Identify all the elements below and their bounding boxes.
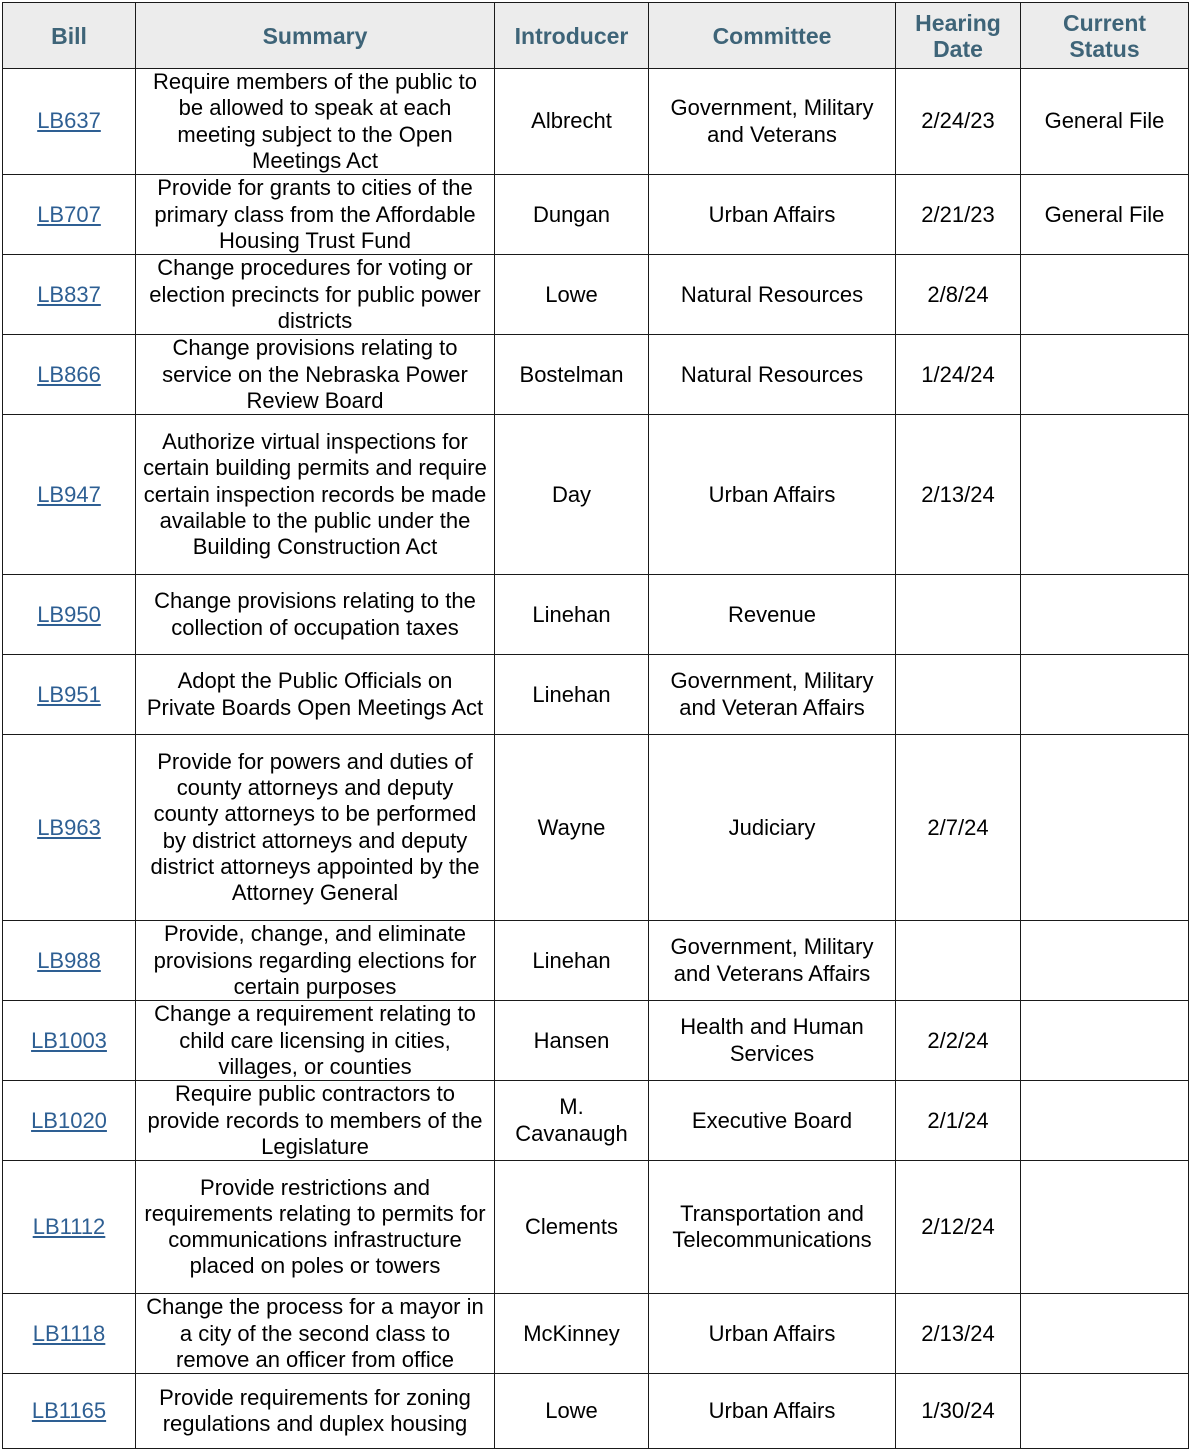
bill-link[interactable]: LB947 <box>37 481 101 507</box>
committee-cell: Urban Affairs <box>649 1294 896 1374</box>
bill-cell <box>3 175 136 255</box>
summary-cell: Provide for grants to cities of the primary class from the Affordable Housing Trust Fund <box>136 175 495 255</box>
bill-link[interactable]: LB1165 <box>31 1398 107 1424</box>
table-row <box>3 255 1189 335</box>
introducer-cell: Wayne <box>495 735 649 921</box>
bill-cell <box>3 1294 136 1374</box>
status-cell <box>1021 335 1189 415</box>
introducer-cell: Albrecht <box>495 69 649 175</box>
summary-cell: Provide restrictions and requirements relating to permits for communications infrastructure placed on poles or towers <box>136 1161 495 1294</box>
status-cell <box>1021 1374 1189 1449</box>
table-row <box>3 1294 1189 1374</box>
bill-link[interactable]: LB1020 <box>31 1107 107 1133</box>
bills-table <box>2 2 1189 1449</box>
status-cell <box>1021 921 1189 1001</box>
hearing-date-cell: 1/24/24 <box>896 335 1021 415</box>
hearing-date-cell: 2/2/24 <box>896 1001 1021 1081</box>
introducer-cell: Linehan <box>495 655 649 735</box>
bill-cell <box>3 655 136 735</box>
table-row <box>3 921 1189 1001</box>
bill-cell <box>3 1374 136 1449</box>
committee-cell: Natural Resources <box>649 335 896 415</box>
introducer-cell: Lowe <box>495 1374 649 1449</box>
introducer-cell: Lowe <box>495 255 649 335</box>
committee-cell: Revenue <box>649 575 896 655</box>
summary-cell: Require public contractors to provide records to members of the Legislature <box>136 1081 495 1161</box>
bill-cell <box>3 575 136 655</box>
table-row <box>3 735 1189 921</box>
bill-link[interactable]: LB837 <box>37 281 101 307</box>
summary-cell: Adopt the Public Officials on Private Boards Open Meetings Act <box>136 655 495 735</box>
summary-cell: Require members of the public to be allowed to speak at each meeting subject to the Open Meetings Act <box>136 69 495 175</box>
bill-cell <box>3 1081 136 1161</box>
table-row <box>3 415 1189 575</box>
introducer-cell: Clements <box>495 1161 649 1294</box>
bill-link[interactable]: LB950 <box>37 601 101 627</box>
hearing-date-cell: 1/30/24 <box>896 1374 1021 1449</box>
table-row <box>3 175 1189 255</box>
bill-cell <box>3 69 136 175</box>
committee-cell: Urban Affairs <box>649 175 896 255</box>
summary-cell: Change provisions relating to service on the Nebraska Power Review Board <box>136 335 495 415</box>
table-row <box>3 1161 1189 1294</box>
table-row <box>3 69 1189 175</box>
bill-link[interactable]: LB707 <box>37 201 101 227</box>
hearing-date-cell: 2/12/24 <box>896 1161 1021 1294</box>
committee-cell: Natural Resources <box>649 255 896 335</box>
summary-cell: Change the process for a mayor in a city of the second class to remove an officer from office <box>136 1294 495 1374</box>
bill-cell <box>3 415 136 575</box>
hearing-date-cell: 2/8/24 <box>896 255 1021 335</box>
bill-link[interactable]: LB866 <box>37 361 101 387</box>
status-cell <box>1021 1161 1189 1294</box>
table-row <box>3 1081 1189 1161</box>
committee-cell: Health and Human Services <box>649 1001 896 1081</box>
status-cell: General File <box>1021 69 1189 175</box>
introducer-cell: M. Cavanaugh <box>495 1081 649 1161</box>
committee-cell: Government, Military and Veterans <box>649 69 896 175</box>
bill-link[interactable]: LB1112 <box>32 1214 106 1240</box>
hearing-date-cell: 2/7/24 <box>896 735 1021 921</box>
bill-link[interactable]: LB951 <box>37 681 101 707</box>
status-cell <box>1021 415 1189 575</box>
introducer-cell: Linehan <box>495 921 649 1001</box>
status-cell <box>1021 255 1189 335</box>
header-bill: Bill <box>3 3 136 69</box>
header-introducer: Introducer <box>495 3 649 69</box>
summary-cell: Authorize virtual inspections for certain building permits and require certain inspection records be made available to the public under the Building Construction Act <box>136 415 495 575</box>
committee-cell: Government, Military and Veterans Affairs <box>649 921 896 1001</box>
summary-cell: Provide, change, and eliminate provisions regarding elections for certain purposes <box>136 921 495 1001</box>
bill-link[interactable]: LB1003 <box>31 1027 107 1053</box>
table-row <box>3 575 1189 655</box>
committee-cell: Government, Military and Veteran Affairs <box>649 655 896 735</box>
header-row <box>3 3 1189 69</box>
bill-link[interactable]: LB637 <box>37 108 101 134</box>
hearing-date-cell <box>896 921 1021 1001</box>
committee-cell: Executive Board <box>649 1081 896 1161</box>
summary-cell: Provide for powers and duties of county attorneys and deputy county attorneys to be performed by district attorneys and deputy district attorneys appointed by the Attorney General <box>136 735 495 921</box>
hearing-date-cell <box>896 575 1021 655</box>
committee-cell: Judiciary <box>649 735 896 921</box>
header-hearing-date: Hearing Date <box>896 3 1021 69</box>
table-row <box>3 655 1189 735</box>
table-body <box>3 69 1189 1449</box>
bill-cell <box>3 921 136 1001</box>
bill-link[interactable]: LB963 <box>37 814 101 840</box>
status-cell <box>1021 1081 1189 1161</box>
introducer-cell: Hansen <box>495 1001 649 1081</box>
status-cell <box>1021 1001 1189 1081</box>
summary-cell: Change procedures for voting or election precincts for public power districts <box>136 255 495 335</box>
header-committee: Committee <box>649 3 896 69</box>
bill-cell <box>3 1161 136 1294</box>
summary-cell: Change a requirement relating to child care licensing in cities, villages, or counties <box>136 1001 495 1081</box>
table-row <box>3 1001 1189 1081</box>
header-summary: Summary <box>136 3 495 69</box>
status-cell: General File <box>1021 175 1189 255</box>
summary-cell: Provide requirements for zoning regulations and duplex housing <box>136 1374 495 1449</box>
hearing-date-cell <box>896 655 1021 735</box>
summary-cell: Change provisions relating to the collection of occupation taxes <box>136 575 495 655</box>
header-current-status: Current Status <box>1021 3 1189 69</box>
bill-cell <box>3 335 136 415</box>
status-cell <box>1021 655 1189 735</box>
bill-link[interactable]: LB1118 <box>32 1320 106 1346</box>
committee-cell: Urban Affairs <box>649 1374 896 1449</box>
bill-cell <box>3 255 136 335</box>
status-cell <box>1021 1294 1189 1374</box>
hearing-date-cell: 2/1/24 <box>896 1081 1021 1161</box>
bill-cell <box>3 1001 136 1081</box>
status-cell <box>1021 735 1189 921</box>
introducer-cell: Bostelman <box>495 335 649 415</box>
committee-cell: Transportation and Telecommunications <box>649 1161 896 1294</box>
status-cell <box>1021 575 1189 655</box>
introducer-cell: McKinney <box>495 1294 649 1374</box>
introducer-cell: Day <box>495 415 649 575</box>
hearing-date-cell: 2/24/23 <box>896 69 1021 175</box>
table-row <box>3 1374 1189 1449</box>
hearing-date-cell: 2/13/24 <box>896 1294 1021 1374</box>
committee-cell: Urban Affairs <box>649 415 896 575</box>
table-row <box>3 335 1189 415</box>
introducer-cell: Dungan <box>495 175 649 255</box>
bill-link[interactable]: LB988 <box>37 947 101 973</box>
hearing-date-cell: 2/13/24 <box>896 415 1021 575</box>
bill-cell <box>3 735 136 921</box>
hearing-date-cell: 2/21/23 <box>896 175 1021 255</box>
introducer-cell: Linehan <box>495 575 649 655</box>
